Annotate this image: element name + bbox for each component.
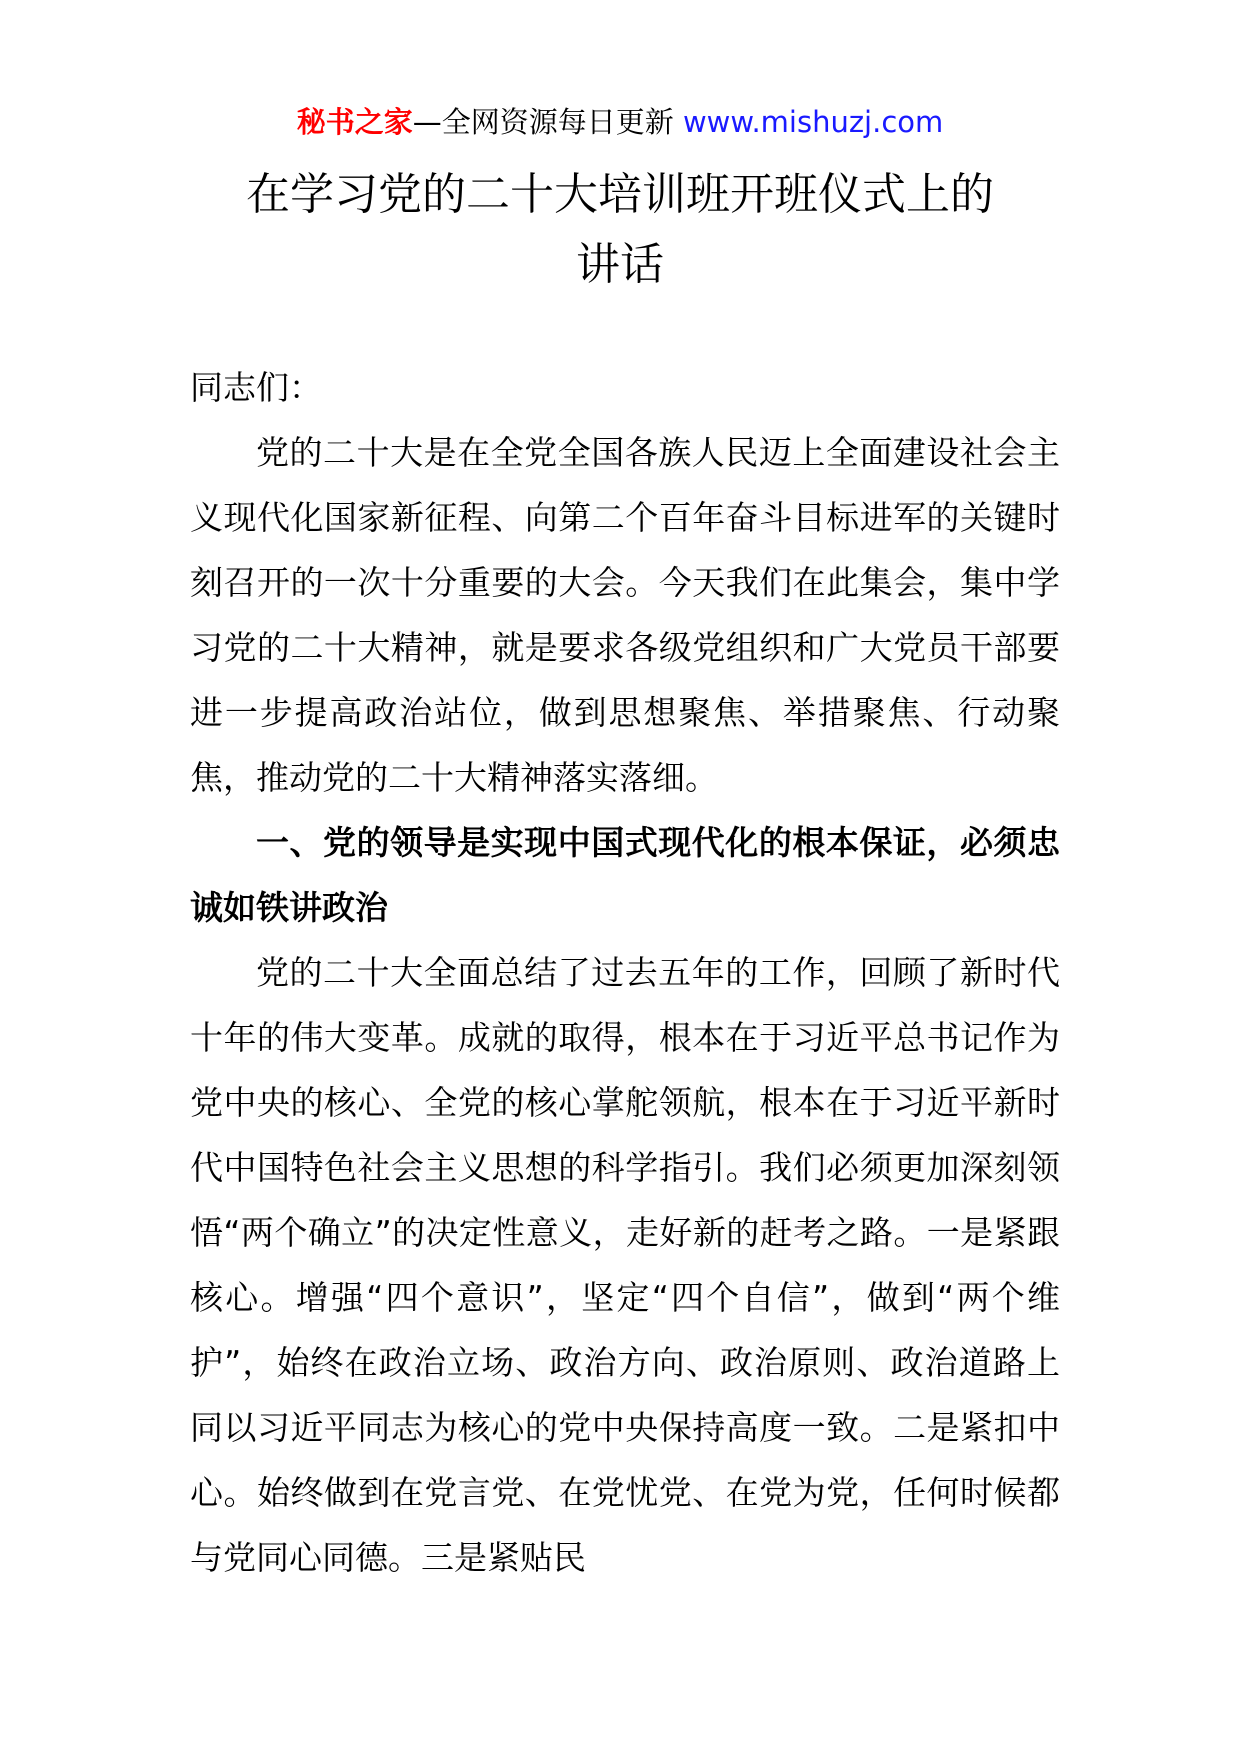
paragraph-section-1: 党的二十大全面总结了过去五年的工作，回顾了新时代十年的伟大变革。成就的取得，根本在于习近平总书记作为党中央的核心、全党的核心掌舵领航，根本在于习近平新时代中国特色社会主义思想的科学指引。我们必须更加深刻领悟“两个确立”的决定性意义，走好新的赶考之路。一是紧跟核心。增强“四个意识”，坚定“四个自信”，做到“两个维护”，始终在政治立场、政治方向、政治原则、政治道路上同以习近平同志为核心的党中央保持高度一致。二是紧扣中心。始终做到在党言党、在党忧党、在党为党，任何时候都与党同心同德。三是紧贴民 xyxy=(190,953,1060,1577)
site-url: www.mishuzj.com xyxy=(682,105,944,139)
site-brand: 秘书之家 xyxy=(296,105,413,139)
salutation: 同志们： xyxy=(190,368,322,407)
site-slogan: —全网资源每日更新 xyxy=(412,105,674,139)
document-body xyxy=(190,355,1060,1590)
site-header xyxy=(0,100,1240,144)
paragraph-intro: 党的二十大是在全党全国各族人民迈上全面建设社会主义现代化国家新征程、向第二个百年奋斗目标进军的关键时刻召开的一次十分重要的大会。今天我们在此集会，集中学习党的二十大精神，就是要求各级党组织和广大党员干部要进一步提高政治站位，做到思想聚焦、举措聚焦、行动聚焦，推动党的二十大精神落实落细。 xyxy=(190,433,1060,797)
document-title-line-1: 在学习党的二十大培训班开班仪式上的 xyxy=(246,169,994,220)
document-title xyxy=(190,160,1050,300)
section-heading-1: 一、党的领导是实现中国式现代化的根本保证，必须忠诚如铁讲政治 xyxy=(190,823,1060,927)
document-title-line-2: 讲话 xyxy=(576,239,664,290)
